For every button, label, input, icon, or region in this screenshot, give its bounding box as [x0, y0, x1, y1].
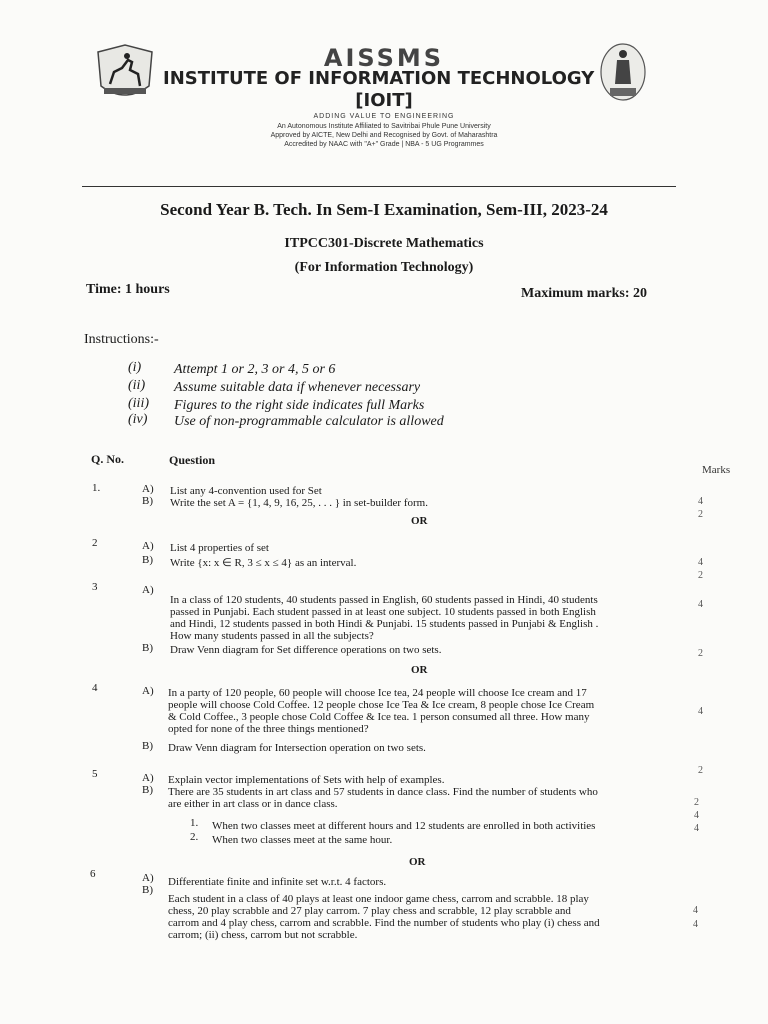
marks-value: 4	[694, 810, 699, 821]
tagline: ADDING VALUE TO ENGINEERING	[313, 113, 455, 120]
subject-title: ITPCC301-Discrete Mathematics	[284, 236, 484, 251]
question-number: 6	[90, 868, 96, 880]
question-text: List 4 properties of set	[170, 542, 269, 554]
marks-value: 2	[698, 509, 703, 520]
question-text-line: people will choose Cold Coffee. 12 people chose Ice Tea & Ice cream, 8 people chose Ice Cream	[168, 699, 595, 711]
part-label: A)	[142, 584, 154, 596]
question-text: Draw Venn diagram for Intersection operation on two sets.	[168, 742, 426, 754]
question-number: 5	[92, 768, 98, 780]
question-text: Write {x: x ∈ R, 3 ≤ x ≤ 4} as an interval.	[170, 557, 357, 569]
marks-value: 4	[693, 905, 698, 916]
question-number: 3	[92, 581, 98, 593]
max-marks-label: Maximum marks: 20	[521, 286, 647, 301]
instructions-heading: Instructions:-	[84, 332, 159, 347]
part-label: B)	[142, 642, 153, 654]
qno-header: Q. No.	[91, 452, 124, 466]
affiliation-line: An Autonomous Institute Affiliated to Savitribai Phule Pune University	[277, 123, 491, 130]
branch-title: (For Information Technology)	[294, 260, 474, 275]
approval-line: Approved by AICTE, New Delhi and Recognised by Govt. of Maharashtra	[270, 132, 498, 139]
instruction-num: (iii)	[128, 396, 149, 411]
part-label: B)	[142, 554, 153, 566]
question-text: Differentiate finite and infinite set w.r.t. 4 factors.	[168, 876, 387, 888]
header-divider	[82, 186, 676, 187]
question-text: Draw Venn diagram for Set difference operations on two sets.	[170, 644, 442, 656]
marks-value: 4	[698, 599, 703, 610]
marks-value: 2	[698, 765, 703, 776]
part-label: B)	[142, 740, 153, 752]
part-label: A)	[142, 872, 154, 884]
question-text-line: and Hindi, 12 students passed in both Hindi & Punjabi. 15 students passed in Punjabi & English .	[170, 618, 599, 630]
question-text: List any 4-convention used for Set	[170, 485, 322, 497]
marks-value: 4	[693, 919, 698, 930]
instruction-num: (iv)	[128, 412, 148, 427]
question-text-line: passed in Punjabi. Each student passed in at least one subject. 10 students passed in both English	[170, 606, 596, 618]
question-text-line: There are 35 students in art class and 57 students in dance class. Find the number of students who	[168, 786, 598, 798]
question-text: Explain vector implementations of Sets with help of examples.	[168, 774, 445, 786]
sub-text: When two classes meet at the same hour.	[212, 834, 393, 846]
sub-number: 1.	[190, 817, 199, 829]
question-text-line: In a class of 120 students, 40 students passed in English, 60 students passed in Hindi, 40 students	[170, 594, 598, 606]
instruction-text: Assume suitable data if whenever necessary	[174, 380, 421, 395]
or-label: OR	[411, 664, 428, 676]
question-text-line: chess, 20 play scrabble and 27 play carrom. 7 play chess and scrabble, 12 play scrabble and	[168, 905, 571, 917]
part-label: B)	[142, 495, 153, 507]
question-text-line: In a party of 120 people, 60 people will choose Ice tea, 24 people will choose Ice cream and 17	[168, 687, 587, 699]
part-label: A)	[142, 483, 154, 495]
instruction-text: Attempt 1 or 2, 3 or 4, 5 or 6	[174, 362, 336, 377]
question-text-line: carrom; (ii) chess, carrom but not scrabble.	[168, 929, 358, 941]
marks-value: 4	[698, 706, 703, 717]
marks-header: Marks	[702, 464, 731, 476]
instruction-num: (ii)	[128, 378, 146, 393]
part-label: A)	[142, 685, 154, 697]
institute-short-name: AISSMS	[323, 44, 445, 72]
question-number: 1.	[92, 482, 101, 494]
part-label: B)	[142, 884, 153, 896]
institute-abbr: [IOIT]	[355, 90, 413, 111]
question-text-line: Each student in a class of 40 plays at least one indoor game chess, carrom and scrabble. 18 play	[168, 893, 589, 905]
question-text-line: & Cold Coffee., 3 people chose Cold Coffee & Ice tea. 1 person consumed all three. How many	[168, 711, 590, 723]
instruction-text: Figures to the right side indicates full Marks	[174, 398, 425, 413]
part-label: A)	[142, 540, 154, 552]
accreditation-line: Accredited by NAAC with "A+" Grade | NBA - 5 UG Programmes	[284, 141, 484, 148]
question-header: Question	[169, 453, 216, 467]
question-text-line: How many students passed in all the subjects?	[170, 630, 374, 642]
or-label: OR	[409, 856, 426, 868]
marks-value: 4	[698, 496, 703, 507]
marks-value: 2	[694, 797, 699, 808]
marks-value: 2	[698, 648, 703, 659]
or-label: OR	[411, 515, 428, 527]
marks-value: 4	[698, 557, 703, 568]
part-label: B)	[142, 784, 153, 796]
sub-number: 2.	[190, 831, 199, 843]
question-number: 2	[92, 537, 98, 549]
marks-value: 4	[694, 823, 699, 834]
instruction-text: Use of non-programmable calculator is allowed	[174, 414, 444, 429]
instruction-num: (i)	[128, 360, 142, 375]
institute-name: INSTITUTE OF INFORMATION TECHNOLOGY	[163, 68, 595, 89]
question-text-line: opted for none of the three things mentioned?	[168, 723, 369, 735]
part-label: A)	[142, 772, 154, 784]
time-label: Time: 1 hours	[86, 282, 170, 297]
sub-text: When two classes meet at different hours and 12 students are enrolled in both activities	[212, 820, 596, 832]
question-text: Write the set A = {1, 4, 9, 16, 25, . . . } in set-builder form.	[170, 497, 428, 509]
marks-value: 2	[698, 570, 703, 581]
question-number: 4	[92, 682, 98, 694]
question-text-line: carrom and 4 play chess, carrom and scrabble. Find the number of students who play (i) chess and	[168, 917, 600, 929]
question-text-line: are either in art class or in dance class.	[168, 798, 338, 810]
exam-title: Second Year B. Tech. In Sem-I Examination, Sem-III, 2023-24	[160, 200, 608, 219]
